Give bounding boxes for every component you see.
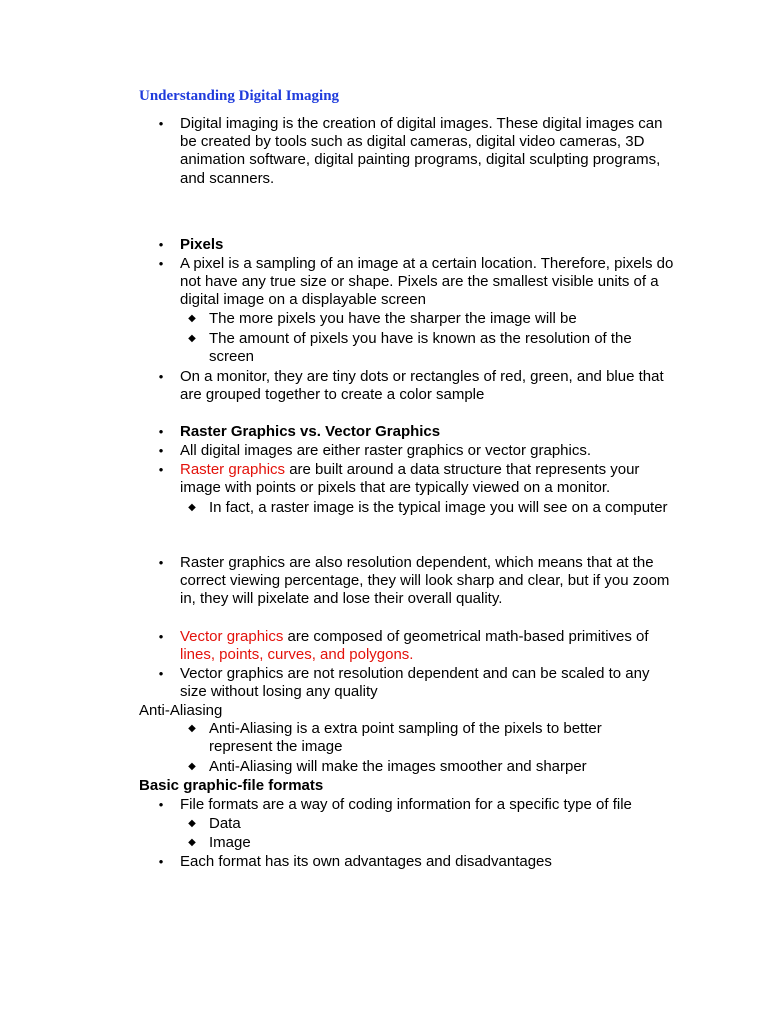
diamond-bullet-icon: ◆ [188,837,196,848]
bullet-icon: • [158,424,164,439]
bullet-icon: • [158,666,164,681]
vector-scaling: Vector graphics are not resolution dependent and can be scaled to any size without losing any quality [180,665,650,701]
bullet-icon: • [158,256,164,271]
file-formats-sub-data: Data [209,815,241,832]
file-formats-intro: File formats are a way of coding information for a specific type of file [180,796,632,813]
pixels-sub-resolution: The amount of pixels you have is known as the resolution of the screen [209,330,632,366]
anti-aliasing-heading: Anti-Aliasing [139,702,223,719]
vector-definition-text: are composed of geometrical math-based primitives of [283,628,649,645]
file-formats-advantages: Each format has its own advantages and disadvantages [180,853,552,870]
diamond-bullet-icon: ◆ [188,333,196,344]
raster-resolution: Raster graphics are also resolution dependent, which means that at the correct viewing percentage, they will look sharp and clear, but if you zoom in, they will pixelate and lose their overall quality. [180,554,670,608]
bullet-icon: • [158,462,164,477]
diamond-bullet-icon: ◆ [188,723,196,734]
document-title: Understanding Digital Imaging [139,88,340,104]
bullet-icon: • [158,797,164,812]
bullet-icon: • [158,443,164,458]
anti-aliasing-sub-sampling: Anti-Aliasing is a extra point sampling of the pixels to better represent the image [209,720,602,756]
bullet-icon: • [158,854,164,869]
vector-primitives: lines, points, curves, and polygons. [180,646,414,664]
vector-definition [180,628,680,664]
all-images-statement: All digital images are either raster graphics or vector graphics. [180,442,592,459]
raster-sub-typical: In fact, a raster image is the typical image you will see on a computer [209,499,668,516]
raster-term: Raster graphics [180,461,286,478]
bullet-icon: • [158,369,164,384]
file-formats-sub-image: Image [209,834,251,851]
bullet-icon: • [158,116,164,131]
bullet-icon: • [158,237,164,252]
bullet-icon: • [158,555,164,570]
pixels-definition: A pixel is a sampling of an image at a certain location. Therefore, pixels do not have any true size or shape. Pixels are the smallest visible units of a digital image on a displayable screen [180,255,674,309]
vector-term: Vector graphics [180,628,284,645]
diamond-bullet-icon: ◆ [188,502,196,513]
intro-paragraph: Digital imaging is the creation of digital images. These digital images can be created by tools such as digital cameras, digital video cameras, 3D animation software, digital painting programs, digital sculpting programs, and scanners. [180,115,663,187]
pixels-sub-sharper: The more pixels you have the sharper the image will be [209,310,577,327]
file-formats-heading: Basic graphic-file formats [139,777,324,794]
raster-vector-heading: Raster Graphics vs. Vector Graphics [180,423,441,440]
pixels-heading: Pixels [180,236,224,253]
diamond-bullet-icon: ◆ [188,761,196,772]
anti-aliasing-sub-smoother: Anti-Aliasing will make the images smoother and sharper [209,758,587,775]
bullet-icon: • [158,629,164,644]
raster-definition [180,461,680,497]
pixels-monitor: On a monitor, they are tiny dots or rectangles of red, green, and blue that are grouped together to create a color sample [180,368,664,404]
raster-definition-text: are built around a data structure that represents your image with points or pixels that are typically viewed on a monitor. [180,461,640,497]
diamond-bullet-icon: ◆ [188,818,196,829]
diamond-bullet-icon: ◆ [188,313,196,324]
